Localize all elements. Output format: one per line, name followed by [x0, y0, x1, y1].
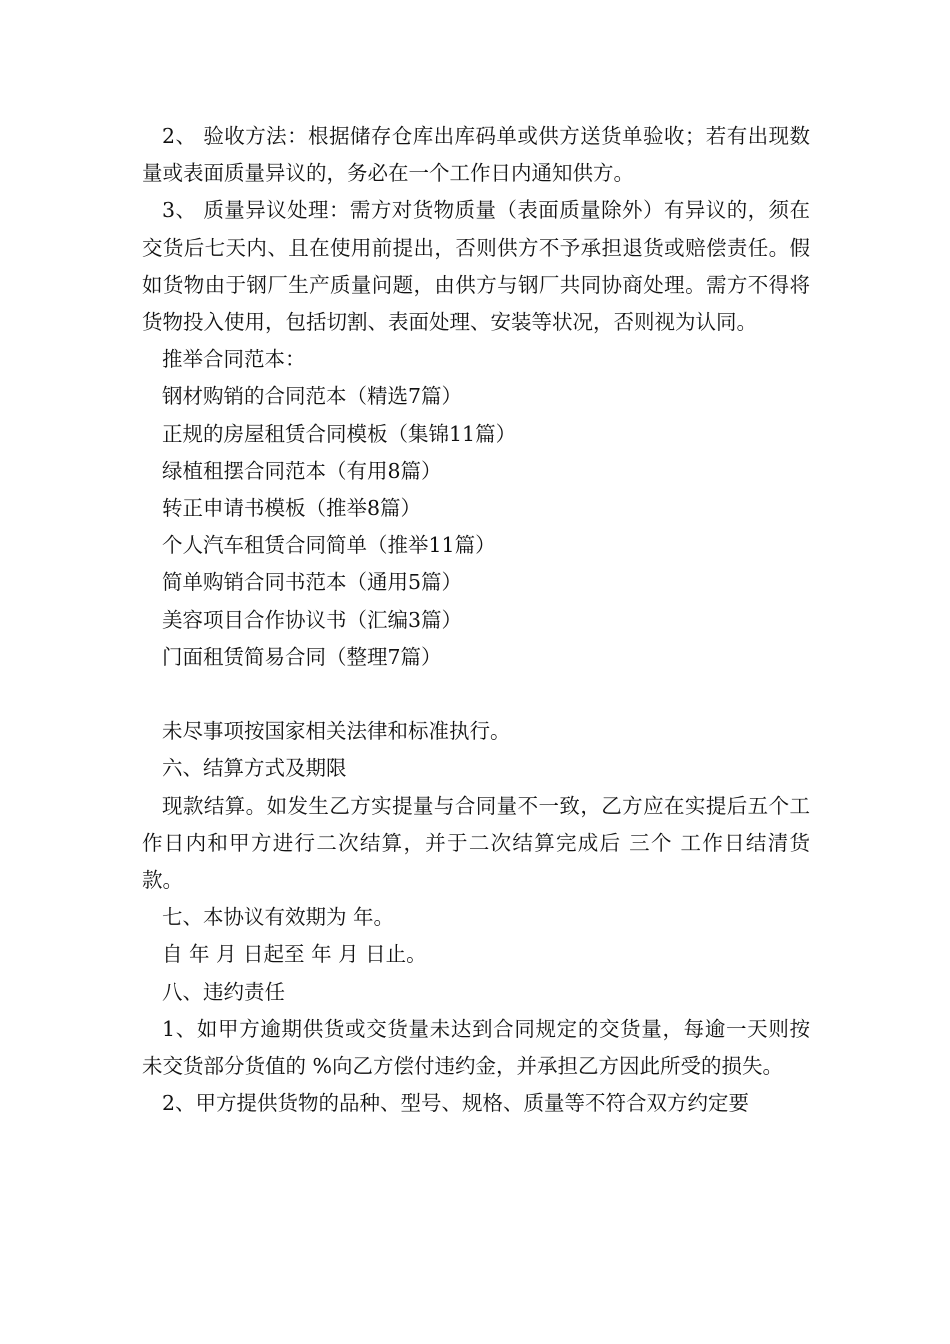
blank-line: [142, 676, 810, 713]
paragraph-settlement: 现款结算。如发生乙方实提量与合同量不一致，乙方应在实提后五个工作日内和甲方进行二次结算，并于二次结算完成后 三个 工作日结清货款。: [142, 793, 810, 893]
recommended-item: 门面租赁简易合同（整理7篇）: [162, 644, 442, 669]
recommended-item: 个人汽车租赁合同简单（推举11篇）: [162, 533, 496, 558]
paragraph-acceptance-method: 2、 验收方法：根据储存仓库出库码单或供方送货单验收；若有出现数量或表面质量异议的，务必在一个工作日内通知供方。: [142, 124, 810, 186]
paragraph-quality-objection: 3、 质量异议处理：需方对货物质量（表面质量除外）有异议的，须在交货后七天内、且在使用前提出，否则供方不予承担退货或赔偿责任。假如货物由于钢厂生产质量问题，由供方与钢厂共同协商处理。需方不得将货物投入使用，包括切割、表面处理、安装等状况，否则视为认同。: [142, 198, 810, 335]
recommended-item: 转正申请书模板（推举8篇）: [162, 496, 422, 521]
document-body: [142, 118, 810, 1122]
recommended-heading: 推举合同范本：: [162, 347, 306, 372]
section-heading-settlement: 六、结算方式及期限: [162, 756, 347, 781]
recommended-item: 绿植租摆合同范本（有用8篇）: [162, 458, 442, 483]
section-heading-validity: 七、本协议有效期为 年。: [162, 905, 395, 930]
section-heading-breach: 八、违约责任: [162, 979, 285, 1004]
recommended-item: 简单购销合同书范本（通用5篇）: [162, 570, 463, 595]
paragraph-breach-1: 1、如甲方逾期供货或交货量未达到合同规定的交货量，每逾一天则按未交货部分货值的 %向乙方偿付违约金，并承担乙方因此所受的损失。: [142, 1016, 810, 1079]
paragraph-unfinished-matters: 未尽事项按国家相关法律和标准执行。: [162, 719, 511, 744]
recommended-item: 美容项目合作协议书（汇编3篇）: [162, 607, 463, 632]
paragraph-breach-2: 2、甲方提供货物的品种、型号、规格、质量等不符合双方约定要: [162, 1091, 750, 1116]
recommended-item: 正规的房屋租赁合同模板（集锦11篇）: [162, 421, 517, 446]
recommended-item: 钢材购销的合同范本（精选7篇）: [162, 384, 463, 409]
paragraph-validity-dates: 自 年 月 日起至 年 月 日止。: [162, 942, 427, 967]
